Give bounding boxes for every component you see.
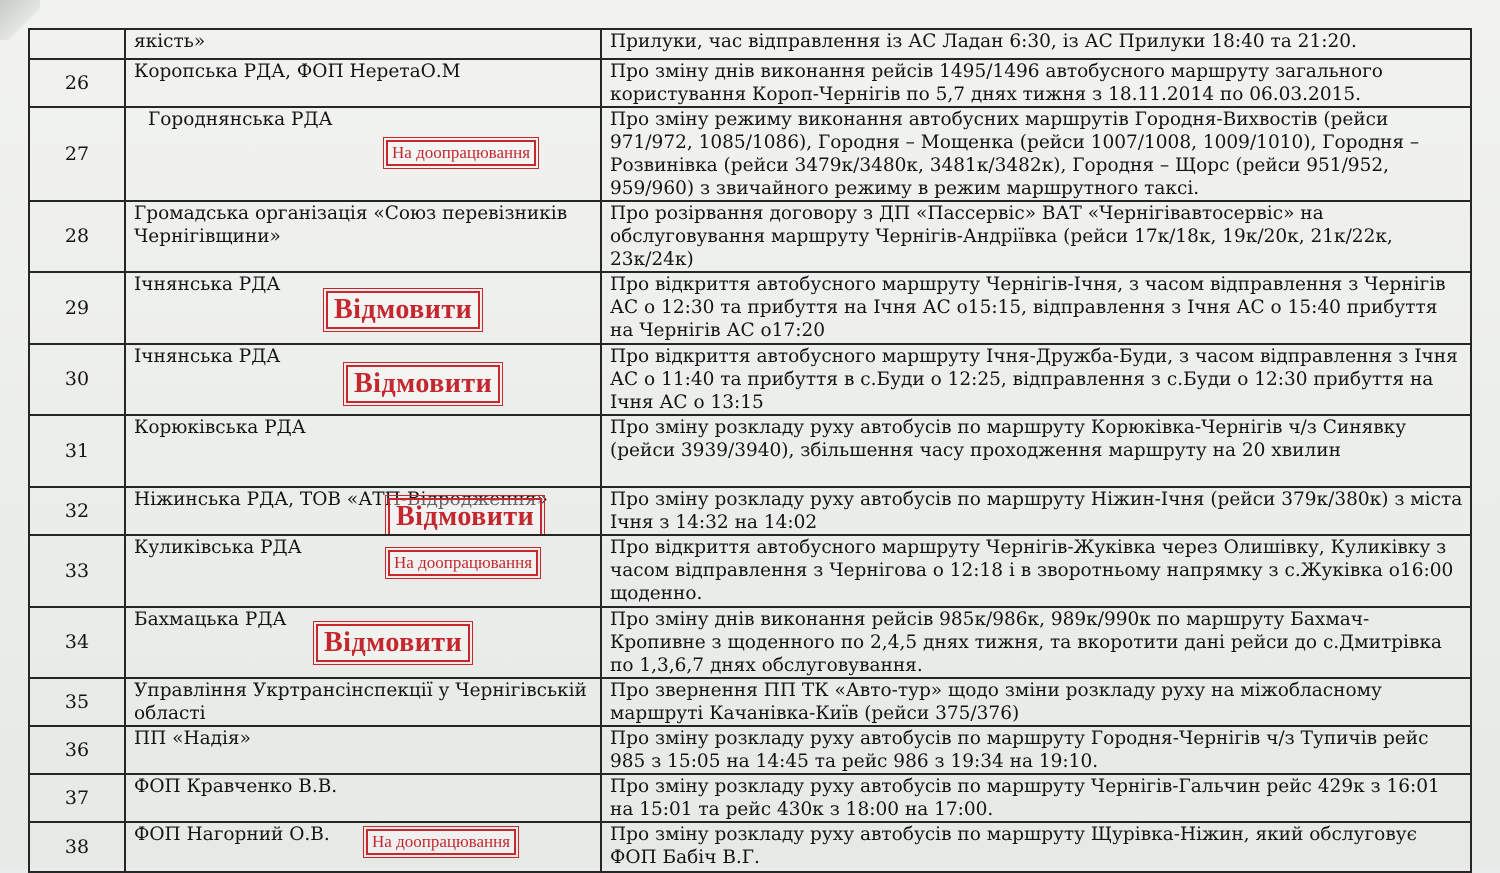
resolution-stamp: Відмовити [316, 624, 470, 662]
applicant-cell [125, 344, 601, 415]
request-description: Про відкриття автобусного маршруту Ічня-Дружба-Буди, з часом відправлення з Ічня АС о 11:40 та прибуття в с.Буди о 12:25, відправлення з с.Буди о 12:30 прибуття на Ічня АС о 13:15 [601, 344, 1471, 415]
resolution-stamp: На доопрацювання [366, 829, 516, 855]
row-number: 27 [29, 107, 125, 201]
request-description: Про зміну розкладу руху автобусів по маршруту Корюківка-Чернігів ч/з Синявку (рейси 3939/3940), збільшення часу проходження маршруту на 20 хвилин [601, 415, 1471, 487]
applicant-name: Куликівська РДА [134, 537, 302, 558]
resolution-stamp: Відмовити [346, 365, 500, 403]
applicant-name: якість» [134, 31, 206, 52]
resolution-stamp: Відмовити [326, 291, 480, 329]
agenda-table [28, 28, 1472, 873]
resolution-stamp: На доопрацювання [388, 550, 538, 576]
row-number: 38 [29, 822, 125, 872]
applicant-cell [125, 29, 601, 59]
table-row [29, 726, 1471, 774]
table-row [29, 344, 1471, 415]
row-number: 30 [29, 344, 125, 415]
request-description: Про відкриття автобусного маршруту Чернігів-Ічня, з часом відправлення з Чернігів АС о 12:30 та прибуття на Ічня АС о15:15, відправлення з Ічня АС о 15:40 прибуття на Чернігів АС о17:20 [601, 272, 1471, 344]
request-description: Про зміну днів виконання рейсів 1495/1496 автобусного маршруту загального користування Короп-Чернігів по 5,7 днях тижня з 18.11.2014 по 06.03.2015. [601, 59, 1471, 107]
table-row [29, 487, 1471, 535]
row-number: 35 [29, 678, 125, 726]
applicant-name: ФОП Кравченко В.В. [134, 776, 338, 797]
row-number: 29 [29, 272, 125, 344]
applicant-cell [125, 822, 601, 872]
request-description: Про розірвання договору з ДП «Пассервіс» ВАТ «Чернігівавтосервіс» на обслуговування маршруту Чернігів-Андріївка (рейси 17к/18к, 19к/20к, 21к/22к, 23к/24к) [601, 201, 1471, 272]
applicant-name: ПП «Надія» [134, 728, 251, 749]
applicant-name: ФОП Нагорний О.В. [134, 824, 330, 845]
table-row [29, 201, 1471, 272]
applicant-name: Громадська організація «Союз перевізників Чернігівщини» [134, 203, 568, 247]
applicant-name: Корюківська РДА [134, 417, 306, 438]
row-number: 33 [29, 535, 125, 607]
row-number [29, 29, 125, 59]
applicant-name: Городнянська РДА [148, 109, 333, 130]
applicant-cell [125, 774, 601, 822]
applicant-cell [125, 59, 601, 107]
table-row [29, 107, 1471, 201]
table-row [29, 774, 1471, 822]
request-description: Про зміну розкладу руху автобусів по маршруту Ніжин-Ічня (рейси 379к/380к) з міста Ічня з 14:32 на 14:02 [601, 487, 1471, 535]
table-row [29, 607, 1471, 678]
applicant-name: Бахмацька РДА [134, 609, 287, 630]
table-row [29, 272, 1471, 344]
request-description: Про зміну розкладу руху автобусів по маршруту Щурівка-Ніжин, який обслуговує ФОП Бабіч В.Г. [601, 822, 1471, 872]
row-number: 37 [29, 774, 125, 822]
applicant-cell [125, 201, 601, 272]
applicant-cell [125, 535, 601, 607]
table-row [29, 415, 1471, 487]
request-description: Про зміну режиму виконання автобусних маршрутів Городня-Вихвостів (рейси 971/972, 1085/1086), Городня – Мощенка (рейси 1007/1008, 1009/1010), Городня – Розвинівка (рейси 3479к/3480к, 3481к/3482к), Городня – Щорс (рейси 951/952, 959/960) з звичайного режиму в режим маршрутного таксі. [601, 107, 1471, 201]
table-row [29, 822, 1471, 872]
applicant-name: Ічнянська РДА [134, 274, 281, 295]
row-number: 34 [29, 607, 125, 678]
table-row [29, 59, 1471, 107]
applicant-cell [125, 678, 601, 726]
row-number: 31 [29, 415, 125, 487]
applicant-cell [125, 607, 601, 678]
request-description: Про зміну днів виконання рейсів 985к/986к, 989к/990к по маршруту Бахмач-Кропивне з щоденного по 2,4,5 днях тижня, та вкоротити дані рейси до с.Дмитрівка по 1,3,6,7 днях обслуговування. [601, 607, 1471, 678]
table-row [29, 29, 1471, 59]
request-description: Прилуки, час відправлення із АС Ладан 6:30, із АС Прилуки 18:40 та 21:20. [601, 29, 1471, 59]
request-description: Про зміну розкладу руху автобусів по маршруту Городня-Чернігів ч/з Тупичів рейс 985 з 15:05 на 14:45 та рейс 986 з 19:34 на 19:10. [601, 726, 1471, 774]
table-row [29, 678, 1471, 726]
row-number: 26 [29, 59, 125, 107]
applicant-cell [125, 415, 601, 487]
applicant-cell [125, 107, 601, 201]
applicant-cell [125, 487, 601, 535]
applicant-name: Ніжинська РДА, ТОВ «АТП-Відродження» [134, 489, 548, 510]
request-description: Про зміну розкладу руху автобусів по маршруту Чернігів-Гальчин рейс 429к з 16:01 на 15:01 та рейс 430к з 18:00 на 17:00. [601, 774, 1471, 822]
row-number: 28 [29, 201, 125, 272]
row-number: 36 [29, 726, 125, 774]
applicant-name: Коропська РДА, ФОП НеретаО.М [134, 61, 461, 82]
request-description: Про звернення ПП ТК «Авто-тур» щодо зміни розкладу руху на міжобласному маршруті Качанівка-Київ (рейси 375/376) [601, 678, 1471, 726]
applicant-cell [125, 272, 601, 344]
applicant-cell [125, 726, 601, 774]
row-number: 32 [29, 487, 125, 535]
request-description: Про відкриття автобусного маршруту Чернігів-Жуківка через Олишівку, Куликівку з часом відправлення з Чернігова о 12:18 і в зворотньому напрямку з с.Жуківка о16:00 щоденно. [601, 535, 1471, 607]
applicant-name: Управління Укртрансінспекції у Чернігівській області [134, 680, 587, 724]
resolution-stamp: Відмовити [388, 498, 542, 535]
resolution-stamp: На доопрацювання [386, 140, 536, 166]
applicant-name: Ічнянська РДА [134, 346, 281, 367]
table-row [29, 535, 1471, 607]
